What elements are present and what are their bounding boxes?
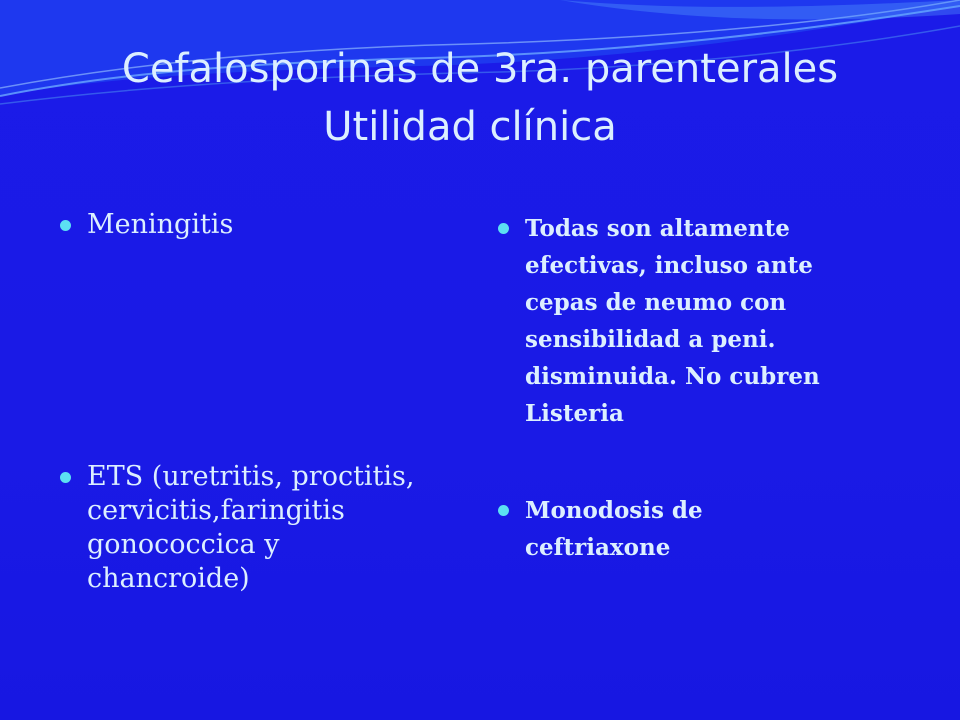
bullet-text: Monodosis de ceftriaxone — [525, 497, 703, 561]
title-line-2: Utilidad clínica — [323, 104, 617, 150]
bullet-item — [60, 460, 414, 596]
title-line-1: Cefalosporinas de 3ra. parenterales — [121, 46, 839, 92]
bullet-dot-icon — [60, 220, 71, 231]
bullet-dot-icon — [498, 223, 509, 234]
bullet-item — [498, 210, 820, 432]
bullet-dot-icon — [498, 505, 509, 516]
bullet-item — [498, 492, 703, 566]
bullet-text: Todas son altamente efectivas, incluso ante cepas de neumo con sensibilidad a peni. disminuida. No cubren Listeria — [525, 215, 820, 427]
bullet-dot-icon — [60, 472, 71, 483]
bullet-text: ETS (uretritis, proctitis, cervicitis,faringitis gonococcica y chancroide) — [87, 461, 415, 594]
bullet-text: Meningitis — [87, 209, 234, 240]
bullet-item — [60, 208, 233, 242]
slide-title — [0, 40, 960, 156]
